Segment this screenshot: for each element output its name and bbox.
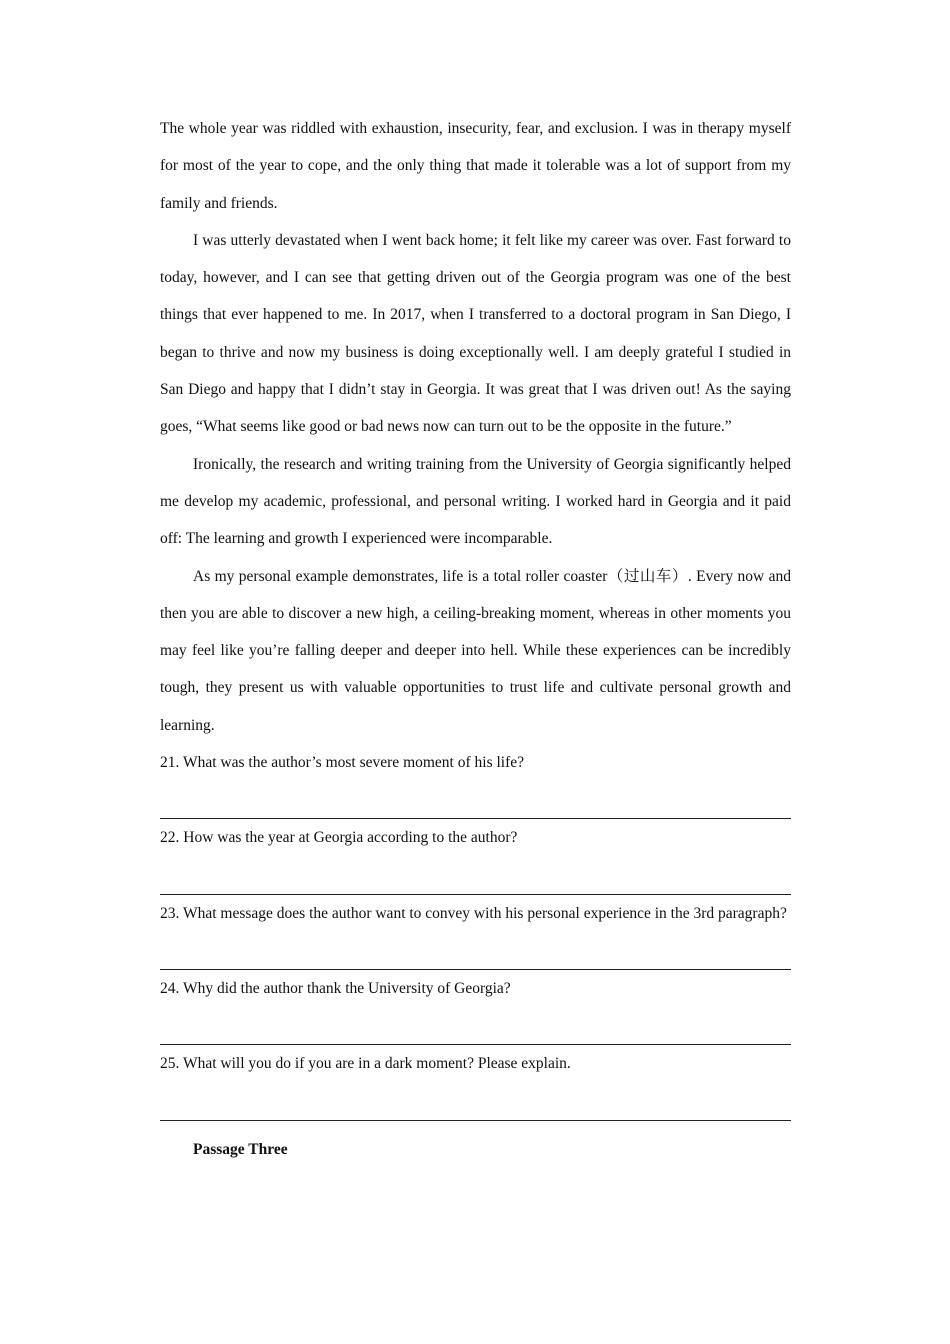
question-25: 25. What will you do if you are in a dark moment? Please explain. xyxy=(160,1055,571,1073)
answer-line-22[interactable] xyxy=(160,857,791,895)
answer-line-24[interactable] xyxy=(160,1007,791,1045)
answer-line-25[interactable] xyxy=(160,1083,791,1121)
paragraph-1: The whole year was riddled with exhaustion, insecurity, fear, and exclusion. I was in therapy myself for most of the year to cope, and the only thing that made it tolerable was a lot of support from my family and friends. xyxy=(160,120,791,212)
paragraph-4: As my personal example demonstrates, life is a total roller coaster（过山车）. Every now and then you are able to discover a new high, a ceiling-breaking moment, whereas in other moments you may feel like you’re falling deeper and deeper into hell. While these experiences can be incredibly tough, they present us with valuable opportunities to trust life and cultivate personal growth and learning. xyxy=(160,567,791,734)
question-23: 23. What message does the author want to convey with his personal experience in the 3rd paragraph? xyxy=(160,904,787,922)
answer-line-21[interactable] xyxy=(160,781,791,819)
paragraph-2: I was utterly devastated when I went back home; it felt like my career was over. Fast forward to today, however, and I can see that getting driven out of the Georgia program was one of the best things that ever happened to me. In 2017, when I transferred to a doctoral program in San Diego, I began to thrive and now my business is doing exceptionally well. I am deeply grateful I studied in San Diego and happy that I didn’t stay in Georgia. It was great that I was driven out! As the saying goes, “What seems like good or bad news now can turn out to be the opposite in the future.” xyxy=(160,231,791,436)
question-24: 24. Why did the author thank the University of Georgia? xyxy=(160,979,511,997)
answer-line-23[interactable] xyxy=(160,932,791,970)
document-page xyxy=(160,110,791,1168)
question-21: 21. What was the author’s most severe moment of his life? xyxy=(160,754,525,772)
question-22: 22. How was the year at Georgia according to the author? xyxy=(160,829,518,847)
section-title: Passage Three xyxy=(193,1140,288,1158)
paragraph-3: Ironically, the research and writing training from the University of Georgia significantly helped me develop my academic, professional, and personal writing. I worked hard in Georgia and it paid off: The learning and growth I experienced were incomparable. xyxy=(160,455,791,548)
